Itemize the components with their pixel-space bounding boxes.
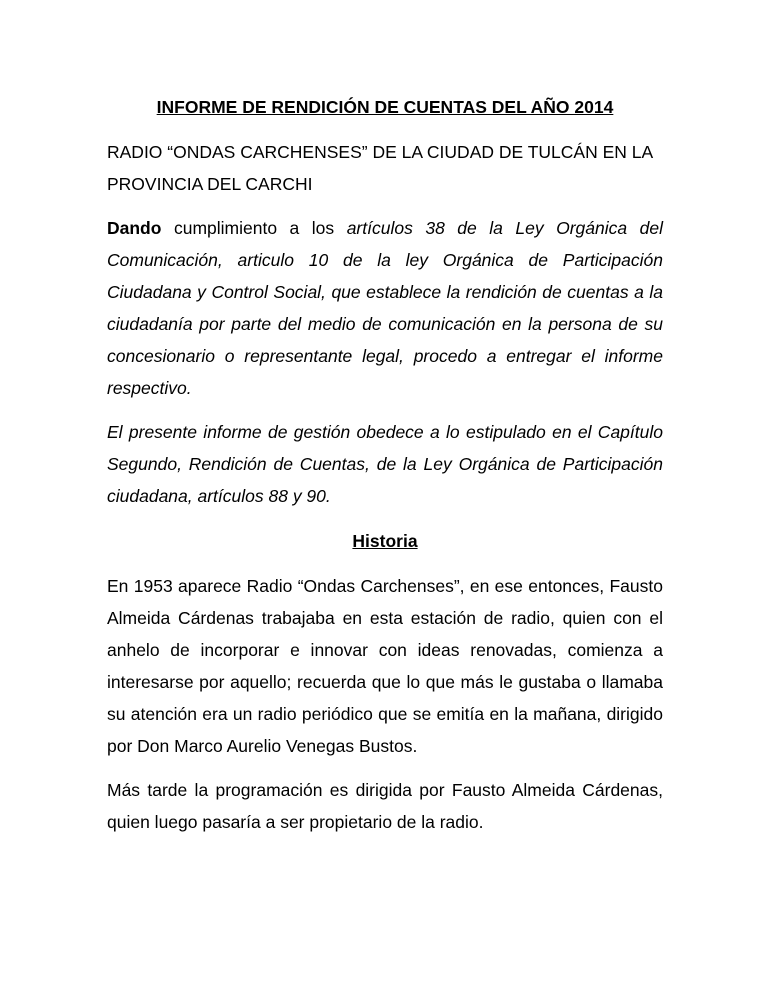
- estipulado-paragraph: El presente informe de gestión obedece a lo estipulado en el Capítulo Segundo, Rendición de Cuentas, de la Ley Orgánica de Participación ciudadana, artículos 88 y 90.: [107, 422, 663, 506]
- historia-paragraph-2: Más tarde la programación es dirigida por Fausto Almeida Cárdenas, quien luego pasaría a ser propietario de la radio.: [107, 780, 663, 832]
- historia-paragraph-1: En 1953 aparece Radio “Ondas Carchenses”, en ese entonces, Fausto Almeida Cárdenas trabajaba en esta estación de radio, quien con el anhelo de incorporar e innovar con ideas renovadas, comienza a interesarse por aquello; recuerda que lo que más le gustaba o llamaba su atención era un radio periódico que se emitía en la mañana, dirigido por Don Marco Aurelio Venegas Bustos.: [107, 576, 663, 756]
- intro-paragraph: [107, 212, 663, 404]
- document-subtitle: RADIO “ONDAS CARCHENSES” DE LA CIUDAD DE TULCÁN EN LA PROVINCIA DEL CARCHI: [107, 142, 653, 194]
- intro-plain-text: cumplimiento a los: [161, 218, 347, 238]
- intro-italic-text: artículos 38 de la Ley Orgánica del Comunicación, articulo 10 de la ley Orgánica de Participación Ciudadana y Control Social, que establece la rendición de cuentas a la ciudadanía por parte del medio de comunicación en la persona de su concesionario o representante legal, procedo a entregar el informe respectivo.: [107, 218, 663, 398]
- document-page: [107, 92, 663, 850]
- historia-heading: Historia: [352, 531, 418, 551]
- document-title: INFORME DE RENDICIÓN DE CUENTAS DEL AÑO 2014: [156, 97, 614, 117]
- intro-lead-word: Dando: [107, 218, 162, 238]
